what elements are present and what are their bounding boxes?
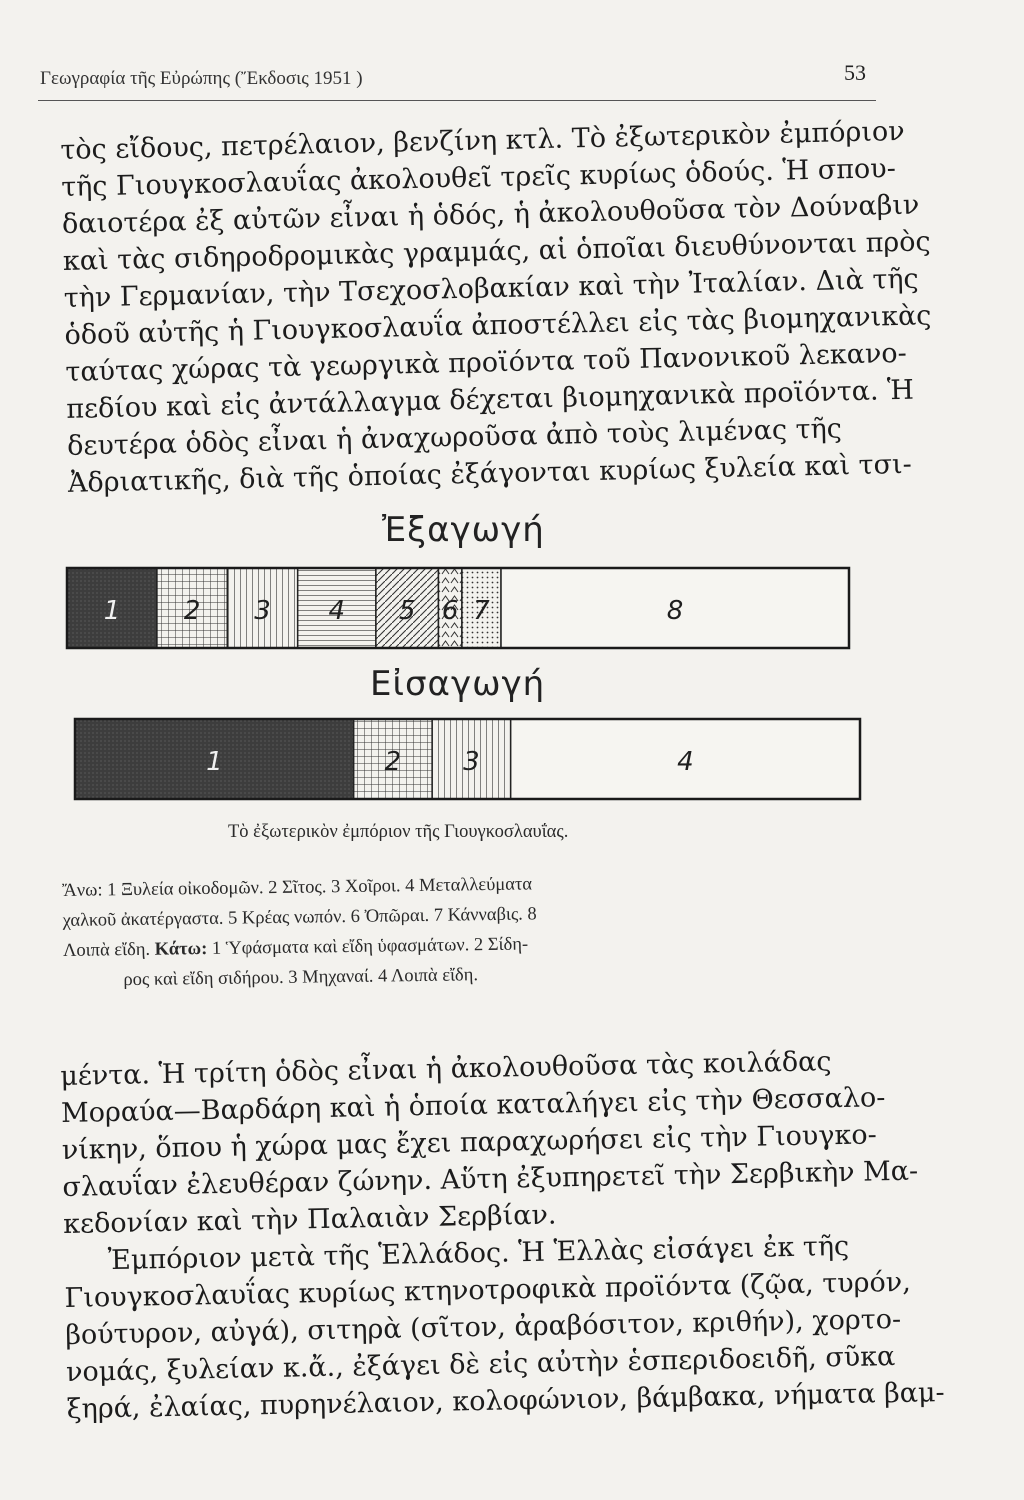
legend-line: χαλκοῦ ἀκατέργαστα. 5 Κρέας νωπόν. 6 Ὀπῶραι. 7 Κάνναβις. 8 [62,904,537,931]
bar-segment-label: 3 [463,747,480,777]
bar-segment-label: 1 [103,596,121,626]
bar-segment-label: 7 [473,596,490,626]
text-line: τὴν Γερμανίαν, τὴν Τσεχοσλοβακίαν καὶ τὴν Ἰταλίαν. Διὰ τῆς [63,263,919,314]
legend-line: ρος καὶ εἴδη σιδήρου. 3 Μηχαναί. 4 Λοιπὰ εἴδη. [123,965,479,991]
export-chart-title: Ἐξαγωγή [382,510,545,550]
legend-line: Ἄνω: 1 Ξυλεία οἰκοδομῶν. 2 Σῖτος. 3 Χοῖροι. 4 Μεταλλεύματα [62,874,533,901]
text-line: δευτέρα ὁδὸς εἶναι ἡ ἀναχωροῦσα ἀπὸ τοὺς λιμένας τῆς [66,413,843,462]
text-line: ξηρά, ἐλαίας, πυρηνέλαιον, κολοφώνιον, βάμβακα, νήματα βαμ- [66,1377,945,1425]
import-chart-title: Εἰσαγωγή [370,664,546,704]
text-line: ταύτας χώρας τὰ γεωργικὰ προϊόντα τοῦ Πανονικοῦ λεκανο- [65,337,908,388]
text-line: Μοραύα—Βαρδάρη καὶ ἡ ὁποία καταλήγει εἰς τὴν Θεσσαλο- [60,1082,886,1129]
page-number: 53 [844,60,866,85]
import-bar [75,719,860,799]
export-bar [67,568,849,648]
text-line: πεδίου καὶ εἰς ἀντάλλαγμα δέχεται βιομηχανικὰ προϊόντα. Ἡ [65,374,915,425]
bar-segment-label: 5 [398,596,416,626]
bar-segment-label: 2 [183,596,201,626]
text-line: σλαυΐαν ἐλευθέραν ζώνην. Αὕτη ἐξυπηρετεῖ τὴν Σερβικὴν Μα- [62,1155,919,1203]
bar-segment-label: 2 [384,747,402,777]
text-line: καὶ τὰς σιδηροδρομικὰς γραμμάς, αἱ ὁποῖαι διευθύνονται πρὸς [62,226,931,277]
legend-below-label: Κάτω: [154,938,208,960]
bar-segment-label: 8 [666,596,684,626]
legend-fragment: 1 Ὑφάσματα καὶ εἴδη ὑφασμάτων. 2 Σίδη- [211,934,529,959]
bar-segment-label: 4 [677,747,694,777]
text-line: δαιοτέρα ἐξ αὐτῶν εἶναι ἡ ὁδός, ἡ ἀκολουθοῦσα τὸν Δούναβιν [61,189,920,240]
text-line: Γιουγκοσλαυΐας κυρίως κτηνοτροφικὰ προϊόντα (ζῷα, τυρόν, [64,1266,912,1314]
running-header: Γεωγραφία τῆς Εὐρώπης (Ἔκδοσις 1951 ) [40,68,363,89]
text-line: τῆς Γιουγκοσλαυΐας ἀκολουθεῖ τρεῖς κυρίως ὁδούς. Ἡ σπου- [60,153,897,203]
figure-caption: Τὸ ἐξωτερικὸν ἐμπόριον τῆς Γιουγκοσλαυΐας. [228,822,569,842]
text-line: Ἐμπόριον μετὰ τῆς Ἑλλάδος. Ἡ Ἑλλὰς εἰσάγει ἐκ τῆς [107,1230,850,1277]
bar-segment-label: 6 [441,596,459,626]
figure-legend [62,865,864,996]
text-line: νομάς, ξυλείαν κ.ἄ., ἐξάγει δὲ εἰς αὐτὴν ἑσπεριδοειδῆ, σῦκα [65,1341,896,1388]
bar-segment-label: 3 [254,596,271,626]
text-line: Ἀδριατικῆς, διὰ τῆς ὁποίας ἐξάγονται κυρίως ξυλεία καὶ τσι- [67,448,913,499]
text-line: ὁδοῦ αὐτῆς ἡ Γιουγκοσλαυΐα ἀποστέλλει εἰς τὰς βιομηχανικὰς [64,300,932,351]
text-line: νίκην, ὅπου ἡ χώρα μας ἔχει παραχωρήσει εἰς τὴν Γιουγκο- [61,1119,877,1166]
text-line: κεδονίαν καὶ τὴν Παλαιὰν Σερβίαν. [62,1199,557,1240]
text-line: τὸς εἴδους, πετρέλαιον, βενζίνη κτλ. Τὸ ἐξωτερικὸν ἐμπόριον [60,115,905,166]
legend-fragment: Λοιπὰ εἴδη. [62,939,151,961]
bar-segment-label: 4 [328,596,346,626]
body-text-bottom [60,1042,945,1428]
text-line: μέντα. Ἡ τρίτη ὁδὸς εἶναι ἡ ἀκολουθοῦσα τὰς κοιλάδας [60,1046,832,1092]
bar-segment-label: 1 [206,747,223,777]
text-line: βούτυρον, αὐγά), σιτηρὰ (σῖτον, ἀραβόσιτον, κριθήν), χορτο- [65,1303,902,1351]
